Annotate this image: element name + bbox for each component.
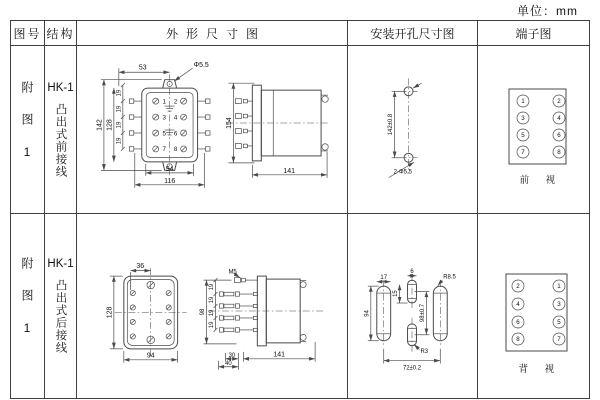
terminal-number: 1	[521, 97, 525, 105]
dim-horizontal-spacing: 72±0.2	[402, 365, 422, 372]
terminal-number: 6	[516, 319, 520, 327]
row2-figure-no: 附图1	[20, 257, 34, 355]
row1-structure-desc: 凸出式前接线	[54, 102, 67, 178]
terminal-number: 4	[516, 301, 520, 309]
dim-side-depth: 141	[283, 167, 296, 175]
row2-structure-cell	[45, 214, 77, 398]
dim-stud-span: 98	[200, 308, 207, 316]
unit-label: 单位：mm	[517, 4, 578, 18]
dim-center-slot-height: 15	[393, 290, 400, 297]
header-figure-no: 图号	[11, 21, 45, 46]
terminal-number: 7	[557, 336, 561, 344]
terminal-number: 6	[173, 129, 178, 137]
row2-figure-no-cell	[11, 214, 45, 398]
dim-inner-height: 128	[106, 118, 114, 131]
dim-foot: 30	[228, 352, 236, 359]
dim-hole-spacing: 142±0.8	[388, 113, 395, 135]
terminal-number: 5	[521, 131, 525, 139]
dim-vertical-spacing: 98±0.7	[419, 303, 426, 323]
row2-install-cell	[348, 214, 478, 398]
dim-height: 128	[106, 306, 114, 319]
header-terminal-diagram: 端子图	[478, 21, 589, 46]
dim-pitch: 19	[208, 321, 215, 329]
row1-figure-no: 附图1	[20, 80, 34, 179]
terminal-number: 8	[516, 336, 520, 344]
row1-figure-no-cell	[11, 46, 45, 214]
row1-model-label: HK-1	[47, 81, 74, 94]
terminal-number: 4	[173, 113, 178, 121]
spec-table	[10, 20, 590, 399]
radius-center-label: R3	[420, 349, 429, 356]
radius-outer-label: R8.5	[443, 274, 456, 281]
row1-install-drawing	[348, 46, 477, 214]
dim-slot-width: 17	[380, 275, 388, 282]
terminal-number: 1	[162, 97, 166, 105]
dim-pitch: 19	[116, 121, 123, 128]
dim-depth: 141	[273, 351, 286, 359]
terminal-number: 3	[557, 301, 561, 309]
holes-count-label: 2-Φ5.5	[393, 169, 412, 176]
relay-rear-side-view	[204, 273, 325, 370]
dim-inner-width: 94	[165, 165, 174, 173]
terminal-number: 1	[557, 283, 561, 291]
dim-outer-width: 116	[164, 177, 176, 185]
dim-pitch: 19	[208, 296, 215, 304]
dim-center-slot-width: 6	[410, 269, 414, 276]
relay-front-view	[129, 74, 210, 177]
row2-terminal-diagram	[478, 214, 589, 398]
header-structure: 结构	[45, 21, 77, 46]
header-install-holes: 安装开孔尺寸图	[348, 21, 478, 46]
terminal-number: 5	[557, 319, 561, 327]
dim-slot-height: 94	[364, 310, 371, 317]
terminal-number: 7	[521, 148, 525, 156]
dim-pitch: 19	[116, 89, 123, 96]
row2-outline-cell	[77, 214, 348, 398]
view-caption: 前 视	[519, 174, 563, 186]
terminal-number: 2	[516, 283, 520, 291]
row2-structure-desc: 凸出式后接线	[54, 279, 67, 354]
terminal-number: 3	[521, 114, 525, 122]
row1-structure-cell	[45, 46, 77, 214]
dim-pitch: 19	[208, 283, 215, 291]
row1-outline-drawing	[77, 46, 347, 214]
row1-outline-cell	[77, 46, 348, 214]
rear-studs	[235, 98, 252, 148]
header-outline-dims: 外形尺寸图	[77, 21, 348, 46]
relay-side-view	[226, 83, 329, 178]
mounting-slots	[368, 274, 447, 363]
terminal-number: 4	[557, 114, 561, 122]
dim-width: 94	[146, 352, 155, 360]
view-caption: 背 视	[518, 364, 562, 375]
row1-terminal-diagram	[478, 46, 589, 214]
dim-hole-diameter: Φ5.5	[193, 61, 209, 69]
terminal-number: 2	[557, 97, 561, 105]
dim-pitch: 19	[208, 309, 215, 317]
dim-outer-height: 142	[96, 118, 104, 131]
dim-top-width: 53	[138, 64, 147, 72]
row2-outline-drawing	[77, 214, 347, 398]
terminal-number: 3	[162, 113, 166, 121]
relay-rear-face-view	[110, 268, 187, 363]
dim-pitch: 19	[116, 137, 123, 144]
row1-install-cell	[348, 46, 478, 214]
terminal-number: 2	[173, 97, 178, 105]
terminal-number: 7	[162, 145, 166, 153]
row2-model-label: HK-1	[47, 258, 74, 270]
row1-terminal-cell	[478, 46, 589, 214]
dim-side-height: 154	[225, 116, 233, 129]
terminal-number: 6	[557, 131, 561, 139]
terminal-number: 8	[557, 148, 561, 156]
row2-install-drawing	[348, 214, 477, 398]
dim-foot-total: 40	[225, 360, 232, 367]
rear-wiring-studs	[219, 292, 257, 332]
thread-label: M5	[228, 269, 237, 276]
dim-center-offset: 36	[136, 263, 145, 271]
dim-pitch: 19	[116, 105, 123, 112]
terminal-number: 5	[162, 129, 166, 137]
terminal-number: 8	[173, 145, 178, 153]
row2-terminal-cell	[478, 214, 589, 398]
